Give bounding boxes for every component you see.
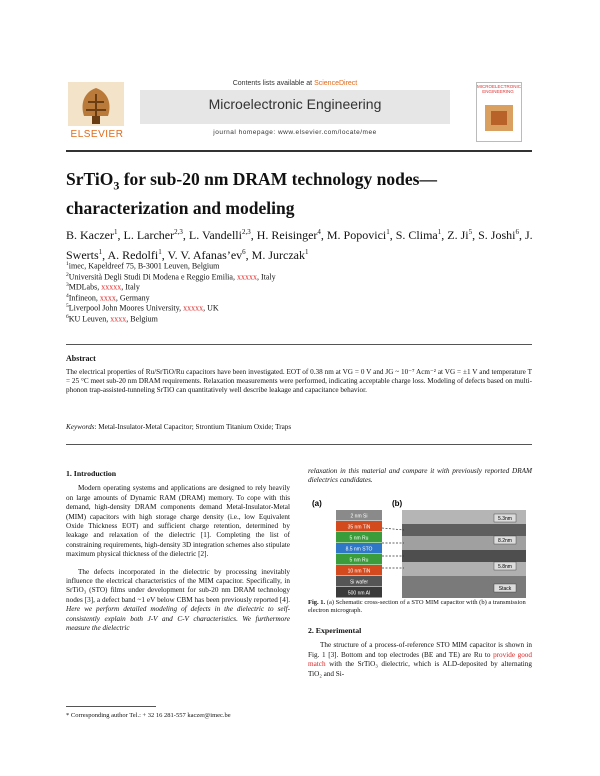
author-name: B. Kaczer [66,228,114,242]
introduction-heading: 1. Introduction [66,469,117,478]
affiliation-text: MDLabs, [68,282,102,292]
tem-micrograph [382,510,526,598]
publisher-name: ELSEVIER [70,129,124,140]
affiliation-placeholder: xxxx [110,314,127,324]
affiliation-text: KU Leuven, [68,314,111,324]
stack-layer-label: 10 nm TiN [347,568,371,575]
experimental-paragraph: The structure of a process-of-reference STO MIM capacitor is shown in Fig. 1 [3]. Bottom and top electrodes (BE and TE) are Ru to provide good match with the SrTiO₃ dielectric, which is ALD-deposited by alternating TiO₂ and Si- [308,641,532,678]
author-name: A. Redolfi [107,247,159,262]
stack-layer-label: 5 nm Ru [349,535,369,542]
layer-stack [336,510,382,598]
author-name: S. Joshi [478,228,516,242]
tem-label: 5.3nm [498,516,512,522]
affiliation-number: 4 [66,292,69,299]
author-name: L. Vandelli [188,228,242,242]
author-affiliation-mark: 5 [468,228,473,236]
affiliation-text: imec, Kapeldreef 75, B-3001 Leuven, Belgium [68,261,220,271]
tem-band [402,524,526,536]
affiliation-text: Università Degli Studi Di Modena e Reggio Emilia, [68,272,237,282]
contents-availability: Contents lists available at ScienceDirect [232,80,358,87]
author-affiliation-mark: 1 [386,228,390,236]
tem-label: Stack [498,586,512,592]
author-name: V. V. Afanas’ev [167,247,243,262]
stack-layer-label: 35 nm TiN [347,524,371,531]
author-affiliation-mark: 6 [515,228,519,236]
experimental-heading: 2. Experimental [308,626,362,635]
abstract-rule-top [66,344,532,345]
author-affiliation-mark: 1 [304,247,309,256]
journal-homepage[interactable]: journal homepage: www.elsevier.com/locate/mee [213,129,377,136]
author-affiliation-mark: 4 [317,228,321,236]
footnote-rule [66,706,156,707]
author-name: J. Swerts [66,228,533,262]
affiliation-number: 6 [66,314,69,320]
tem-label: 8.2nm [498,538,512,544]
author-name: S. Clima [395,228,438,242]
affiliation-placeholder: xxxxx [101,282,122,292]
affiliation-country: , Italy [256,272,276,282]
abstract-heading: Abstract [66,354,96,363]
corresponding-author-footnote: * Corresponding author Tel.: + 32 16 281-557 kaczer@imec.be [66,712,231,719]
author-name: Z. Ji [447,228,469,242]
figure-caption: Fig. 1. (a) Schematic cross-section of a STO MIM capacitor with (b) a transmission electron micrograph. [308,599,526,614]
stack-layer-label: 2 nm Si [350,513,368,520]
abstract-rule-bottom [66,444,532,445]
author-affiliation-mark: 1 [98,247,103,256]
figure-label-a: (a) [312,499,322,508]
stack-layer-label: 500 nm Al [347,590,371,597]
affiliation-country: , Belgium [126,314,158,324]
affiliation-item [66,312,158,325]
right-column-continuation: relaxation in this material and compare it with previously reported DRAM dielectrics candidates. [308,467,532,485]
author-affiliation-mark: 6 [242,247,246,256]
author-list: B. Kaczer$^1$, L. Larcher$^{2,3}$, L. Vandelli$^{2,3}$, H. Reisinger$^4$, M. Popovici$^1$, S. Clima$^1$, Z. Ji$^5$, S. Joshi$^6$, J. Swerts$^1$, A. Redolfi$^1$, V. V. $Afanas’ev^6$, M. Jurczak$^1$ [66,228,533,262]
stack-layer-label: 8.5 nm STO [345,546,373,553]
stack-layer-label: 5 nm Ru [349,557,369,564]
affiliation-number: 1 [66,261,69,267]
author-affiliation-mark: 1 [158,247,162,256]
author-name: M. Popovici [326,228,387,242]
affiliation-country: , UK [203,304,219,314]
keywords: Keywords: Metal-Insulator-Metal Capacitor; Strontium Titanium Oxide; Traps [66,423,292,431]
abstract-text: The electrical properties of Ru/SrTiO/Ru capacitors have been investigated. EOT of 0.38 nm at VG = 0 V and JG ~ 10⁻⁷ Acm⁻² at VG = ±1 V and temperature T = 25 °C meet sub-20 nm DRAM requirements. Relaxation measurements were performed, indicating acceptable charge loss. Modeling of defects based on multi-phonon trap-assisted-tunneling SrTiO can quantitatively well describe leakage and capacitance behavior. [66,368,532,395]
header-rule [66,150,532,152]
author-affiliation-mark: 1 [113,228,118,236]
intro-paragraph-2: The defects incorporated in the dielectric by processing inevitably influence the electrical characteristics of the MIM capacitor. Specifically, in SrTiO₃ (STO) films under development for sub-20 nm DRAM technology nodes [3], a defect band ~1 eV below CBM has been previously reported [4]. Here we perform detailed modeling of defects in the dielectric to self-consistently explain both J-V and C-V characteristics. We furthermore measure the dielectric [66,567,290,633]
intro-paragraph-1: Modern operating systems and applications are designed to rely heavily on large amounts of Dynamic RAM (DRAM) memory. To cope with this demand, high-density DRAM components demand Metal-Insulator-Metal (MIM) capacitors with high storage charge density (i.e., low Equivalent Oxide Thickness EOT) and sufficient charge retention, determined by leakage and relaxation of the dielectric [1]. Completing the list of constraining requirements, high-density 3D integration schemes also stipulate maximum physical thickness of the dielectric [2]. [66,484,290,559]
affiliation-placeholder: xxxxx [236,272,257,282]
affiliation-placeholder: xxxx [99,293,116,303]
figure-1 [310,498,532,598]
sciencedirect-link[interactable]: ScienceDirect [314,80,358,87]
affiliation-country: , Italy [121,282,140,292]
figure-label-b: (b) [392,499,403,508]
author-name: H. Reisinger [256,228,318,242]
author-affiliation-mark: 2,3 [174,228,183,236]
experimental-section [308,626,532,679]
affiliation-text: Liverpool John Moores University, [68,304,184,314]
affiliation-placeholder: xxxxx [183,304,204,314]
tem-label: 5.8nm [498,564,512,570]
author-affiliation-mark: 1 [437,228,442,236]
author-name: M. Jurczak [251,247,305,262]
stack-layer-label: Si wafer [349,579,369,586]
affiliation-number: 3 [66,282,69,289]
affiliation-country: , Germany [115,293,150,303]
tem-band [402,550,526,562]
affiliation-text: Infineon, [68,293,100,303]
author-name: L. Larcher [123,228,175,242]
left-column [66,469,290,634]
journal-title: Microelectronic Engineering [208,96,382,112]
connector-line [382,528,404,530]
author-affiliation-mark: 2,3 [241,228,251,236]
cover-title: MICROELECTRONIC ENGINEERING [477,84,522,94]
affiliation-number: 2 [66,271,69,278]
paper-title: SrTiO$_3$ for sub-20 nm DRAM technology nodes— characterization and modeling [66,169,437,218]
affiliation-number: 5 [66,303,69,310]
